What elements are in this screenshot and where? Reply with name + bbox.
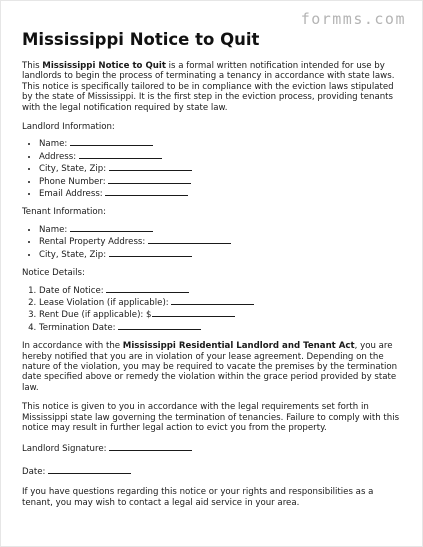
signature-blank[interactable] bbox=[109, 442, 192, 451]
date-blank[interactable] bbox=[48, 465, 131, 474]
tenant-heading: Tenant Information: bbox=[22, 207, 106, 218]
landlord-heading: Landlord Information: bbox=[22, 122, 115, 133]
document-body bbox=[22, 30, 406, 517]
landlord-city-blank[interactable] bbox=[109, 162, 192, 171]
notice-fields bbox=[22, 284, 406, 334]
landlord-phone-blank[interactable] bbox=[108, 175, 191, 184]
landlord-name-field bbox=[39, 137, 406, 149]
date-label: Date: bbox=[22, 466, 49, 477]
act-name: Mississippi Residential Landlord and Tenant Act bbox=[122, 341, 355, 352]
field-label: Date of Notice: bbox=[39, 285, 107, 296]
field-label: Lease Violation (if applicable): bbox=[39, 297, 172, 308]
intro-text-start: This bbox=[22, 61, 43, 71]
notice-date-field bbox=[39, 284, 406, 296]
landlord-address-blank[interactable] bbox=[79, 150, 162, 159]
landlord-address-field bbox=[39, 150, 406, 162]
tenant-fields bbox=[22, 223, 406, 260]
intro-form-name: Mississippi Notice to Quit bbox=[42, 61, 166, 71]
field-label: Address: bbox=[39, 151, 79, 162]
field-label: Name: bbox=[39, 224, 70, 235]
field-label: Name: bbox=[39, 139, 70, 150]
notice-heading: Notice Details: bbox=[22, 268, 85, 279]
landlord-phone-field bbox=[39, 175, 406, 187]
field-label: City, State, Zip: bbox=[39, 249, 109, 260]
landlord-fields bbox=[22, 137, 406, 199]
field-label: Rental Property Address: bbox=[39, 237, 149, 248]
watermark: formms.com bbox=[300, 10, 406, 28]
field-label: Termination Date: bbox=[39, 322, 119, 333]
field-label: Email Address: bbox=[39, 189, 106, 200]
tenant-name-blank[interactable] bbox=[70, 223, 153, 232]
signature-line bbox=[22, 442, 406, 454]
notice-date-blank[interactable] bbox=[106, 284, 189, 293]
landlord-email-field bbox=[39, 187, 406, 199]
closing-paragraph: If you have questions regarding this notice or your rights and responsibilities as a tenant, you may wish to contact a legal aid service in your area. bbox=[22, 487, 374, 508]
termination-date-blank[interactable] bbox=[118, 321, 201, 330]
field-label: Rent Due (if applicable): $ bbox=[39, 310, 152, 321]
accordance-paragraph bbox=[22, 341, 406, 393]
rent-due-blank[interactable] bbox=[152, 308, 235, 317]
intro-text-rest: is a formal written notification intended for use by landlords to begin the process of terminating a tenancy in accordance with state laws. This notice is specifically tailored to be in compliance with the eviction laws stipulated by the state of Mississippi. It is the first step in the eviction process, providing tenants with the legal notification required by state law. bbox=[22, 61, 395, 113]
tenant-city-field bbox=[39, 248, 406, 260]
tenant-address-field bbox=[39, 235, 406, 247]
tenant-city-blank[interactable] bbox=[109, 248, 192, 257]
lease-violation-blank[interactable] bbox=[171, 296, 254, 305]
landlord-name-blank[interactable] bbox=[70, 137, 153, 146]
page-title: Mississippi Notice to Quit bbox=[22, 30, 260, 49]
tenant-name-field bbox=[39, 223, 406, 235]
accordance-text-rest: , you are hereby notified that you are in violation of your lease agreement. Depending on the nature of the violation, you may be required to vacate the premises by the termination date specified above or remedy the violation within the grace period provided by state law. bbox=[22, 341, 398, 393]
rent-due-field bbox=[39, 308, 406, 320]
signature-label: Landlord Signature: bbox=[22, 444, 110, 455]
tenant-address-blank[interactable] bbox=[148, 235, 231, 244]
legal-paragraph: This notice is given to you in accordance with the legal requirements set forth in Mississippi state law governing the termination of tenancies. Failure to comply with this notice may result in further legal action to evict you from the property. bbox=[22, 402, 400, 433]
termination-date-field bbox=[39, 321, 406, 333]
date-line bbox=[22, 465, 406, 477]
landlord-city-field bbox=[39, 162, 406, 174]
intro-paragraph bbox=[22, 61, 406, 113]
field-label: City, State, Zip: bbox=[39, 164, 109, 175]
landlord-email-blank[interactable] bbox=[105, 187, 188, 196]
accordance-text-start: In accordance with the bbox=[22, 341, 123, 352]
lease-violation-field bbox=[39, 296, 406, 308]
field-label: Phone Number: bbox=[39, 176, 109, 187]
